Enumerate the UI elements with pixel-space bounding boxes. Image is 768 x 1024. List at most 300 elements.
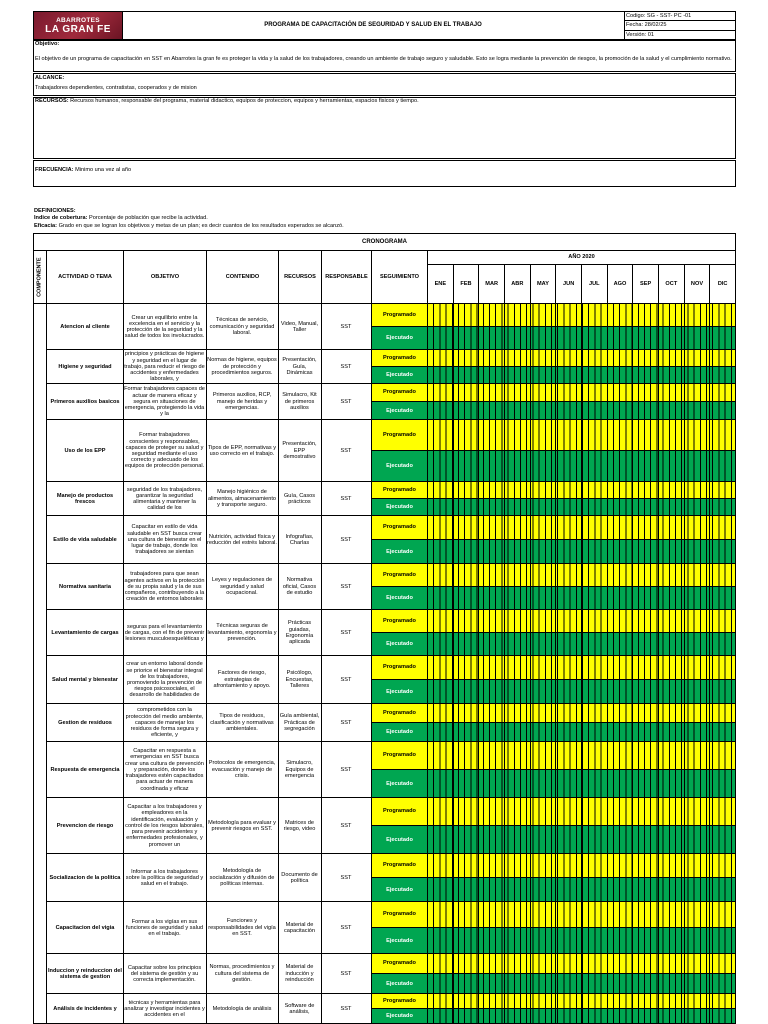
- row-recursos: Simulacro, Kit de primeros auxilios: [282, 392, 317, 412]
- frecuencia-label: FRECUENCIA:: [35, 167, 74, 173]
- month-separator: [581, 304, 582, 350]
- month-separator: [530, 704, 531, 742]
- month-separator: [709, 304, 710, 350]
- row-ejecutado-label: Ejecutado: [372, 723, 427, 742]
- row-contenido: Nutrición, actividad física y reducción del estrés laboral.: [207, 533, 277, 546]
- cobertura-text: Porcentaje de población que recibe la actividad.: [87, 215, 208, 221]
- row-recursos: Prácticas guiadas, Ergonomía aplicada: [285, 620, 314, 646]
- month-separator: [504, 656, 505, 704]
- row-contenido: Técnicas de servicio, comunicación y seguridad laboral.: [209, 317, 275, 337]
- eficacia-label: Eficacia:: [34, 223, 58, 229]
- month-separator: [530, 516, 531, 564]
- table-row: [34, 384, 735, 420]
- eficacia-text: Grado en que se logran los objetivos y metas de un plan; es decir cuantos de los resultados esperados se alcanzó.: [57, 223, 344, 229]
- month-separator: [658, 304, 659, 350]
- document-code: Codigo: SG - SST- PC -01: [626, 13, 692, 19]
- month-separator: [581, 610, 582, 656]
- month-separator: [478, 798, 479, 854]
- row-objetivo: Formar a los vigías en sus funciones de seguridad y salud en el trabajo.: [125, 918, 204, 938]
- row-actividad: Normativa sanitaria: [59, 583, 111, 590]
- month-separator: [607, 656, 608, 704]
- row-programado-label: Programado: [372, 564, 427, 587]
- row-recursos: Presentación, EPP demostrativo: [282, 441, 317, 461]
- row-actividad: Prevencion de riesgo: [56, 822, 114, 829]
- row-actividad: Induccion y reinduccion del sistema de gestion: [48, 967, 122, 980]
- month-separator: [555, 350, 556, 384]
- month-separator: [658, 704, 659, 742]
- month-separator: [684, 994, 685, 1024]
- table-row: [34, 420, 735, 482]
- row-ejecutado-label: Ejecutado: [372, 451, 427, 482]
- month-separator: [453, 420, 454, 482]
- row-actividad: Respuesta de emergencia: [50, 766, 120, 773]
- row-programado-label: Programado: [372, 350, 427, 367]
- month-separator: [684, 516, 685, 564]
- month-separator: [607, 854, 608, 902]
- month-separator: [478, 902, 479, 954]
- row-ejecutado-label: Ejecutado: [372, 587, 427, 610]
- col-header-recursos: RECURSOS: [284, 274, 316, 281]
- month-separator: [709, 798, 710, 854]
- month-separator: [684, 954, 685, 994]
- month-separator: [632, 902, 633, 954]
- row-responsable: SST: [340, 924, 352, 931]
- month-separator: [581, 384, 582, 420]
- row-responsable: SST: [340, 874, 352, 881]
- month-separator: [607, 798, 608, 854]
- row-programado-label: Programado: [372, 704, 427, 723]
- cronograma-title: CRONOGRAMA: [34, 234, 735, 251]
- month-separator: [478, 954, 479, 994]
- month-separator: [530, 954, 531, 994]
- month-separator: [453, 798, 454, 854]
- month-header-mar: MAR: [485, 281, 499, 288]
- row-actividad: Salud mental y bienestar: [52, 676, 118, 683]
- month-separator: [478, 384, 479, 420]
- month-separator: [504, 564, 505, 610]
- row-programado-label: Programado: [372, 798, 427, 826]
- month-separator: [504, 482, 505, 516]
- month-separator: [709, 704, 710, 742]
- row-objetivo: Formar trabajadores capaces de actuar de manera eficaz y segura en situaciones de emergencia, protegiendo la vida y la: [124, 386, 205, 418]
- month-separator: [530, 482, 531, 516]
- table-row: [34, 704, 735, 742]
- month-separator: [478, 656, 479, 704]
- month-separator: [709, 954, 710, 994]
- row-objetivo: Capacitar en estilo de vida saludable en SST busca crear una cultura de bienestar en el lugar de trabajo, donde los trabajadores se sientan: [127, 524, 202, 556]
- month-separator: [478, 742, 479, 798]
- month-separator: [530, 994, 531, 1024]
- month-separator: [555, 954, 556, 994]
- recursos-line: [35, 98, 733, 104]
- row-ejecutado-label: Ejecutado: [372, 540, 427, 564]
- month-separator: [581, 954, 582, 994]
- company-logo: [34, 12, 122, 39]
- month-separator: [478, 516, 479, 564]
- month-separator: [555, 854, 556, 902]
- month-separator: [658, 656, 659, 704]
- month-separator: [504, 304, 505, 350]
- month-separator: [607, 420, 608, 482]
- month-separator: [607, 482, 608, 516]
- month-separator: [453, 610, 454, 656]
- month-separator: [607, 350, 608, 384]
- month-separator: [453, 656, 454, 704]
- row-ejecutado-label: Ejecutado: [372, 974, 427, 994]
- month-header-may: MAY: [537, 281, 549, 288]
- table-row: [34, 902, 735, 954]
- table-row: [34, 994, 735, 1024]
- row-recursos: Material de inducción y reinducción: [285, 964, 314, 984]
- month-separator: [504, 954, 505, 994]
- month-header-ago: AGO: [613, 281, 627, 288]
- row-actividad: Higiene y seguridad: [58, 363, 112, 370]
- month-header-ene: ENE: [434, 281, 447, 288]
- month-separator: [658, 482, 659, 516]
- month-separator: [530, 902, 531, 954]
- month-header-abr: ABR: [511, 281, 524, 288]
- table-row: [34, 798, 735, 854]
- month-separator: [555, 798, 556, 854]
- month-header-dic: DIC: [717, 281, 728, 288]
- month-separator: [478, 564, 479, 610]
- row-actividad: Manejo de productos frescos: [56, 492, 114, 505]
- month-separator: [504, 798, 505, 854]
- row-objetivo: seguridad de los trabajadores, garantizar la seguridad alimentaria y mantener la calidad de los: [126, 486, 203, 512]
- row-recursos: Documento de política: [281, 871, 318, 884]
- month-separator: [607, 516, 608, 564]
- row-contenido: Tipos de residuos, clasificación y normativas ambientales.: [210, 713, 274, 733]
- cronograma-table: [33, 233, 736, 1024]
- month-separator: [632, 610, 633, 656]
- row-programado-label: Programado: [372, 384, 427, 402]
- row-programado-label: Programado: [372, 742, 427, 770]
- month-separator: [555, 564, 556, 610]
- month-separator: [581, 902, 582, 954]
- row-contenido: Protocolos de emergencia, evacuación y manejo de crisis.: [208, 760, 276, 780]
- row-contenido: Metodología de socialización y difusión de políticas internas.: [209, 868, 275, 888]
- month-separator: [453, 954, 454, 994]
- month-separator: [684, 350, 685, 384]
- month-separator: [530, 854, 531, 902]
- alcance-label: ALCANCE:: [35, 75, 65, 81]
- month-separator: [504, 516, 505, 564]
- col-header-seguimiento: SEGUIMIENTO: [379, 274, 420, 281]
- row-responsable: SST: [340, 629, 352, 636]
- row-contenido: Metodología de análisis: [212, 1005, 272, 1012]
- row-responsable: SST: [340, 1005, 352, 1012]
- month-separator: [709, 742, 710, 798]
- frecuencia-box: [33, 160, 736, 187]
- month-separator: [530, 350, 531, 384]
- month-separator: [632, 482, 633, 516]
- table-row: [34, 610, 735, 656]
- month-header-sep: SEP: [640, 281, 652, 288]
- month-separator: [555, 704, 556, 742]
- alcance-text: Trabajadores dependientes, contratistas, cooperados y de mision: [35, 85, 197, 91]
- table-row: [34, 854, 735, 902]
- month-separator: [607, 564, 608, 610]
- row-objetivo: Capacitar sobre los principios del sistema de gestión y su correcta implementación.: [127, 964, 202, 984]
- month-separator: [709, 610, 710, 656]
- month-separator: [478, 304, 479, 350]
- month-header-oct: OCT: [665, 281, 678, 288]
- row-contenido: Técnicas seguras de levantamiento, ergonomía y prevención.: [207, 623, 277, 643]
- row-ejecutado-label: Ejecutado: [372, 367, 427, 384]
- row-recursos: Material de capacitación: [283, 921, 316, 934]
- month-separator: [581, 994, 582, 1024]
- month-separator: [607, 610, 608, 656]
- month-separator: [632, 742, 633, 798]
- row-actividad: Primeros auxilios basicos: [50, 398, 120, 405]
- row-objetivo: Capacitar a los trabajadores y empleadores en la identificación, evaluación y control de los riesgos laborales, para prevenir accidentes y enfermedades profesionales, y promover un: [125, 804, 204, 848]
- month-separator: [658, 902, 659, 954]
- document-title: PROGRAMA DE CAPACITACIÓN DE SEGURIDAD Y SALUD EN EL TRABAJO: [264, 22, 482, 29]
- month-separator: [632, 350, 633, 384]
- frecuencia-text: Minimo una vez al año: [73, 167, 132, 173]
- row-contenido: Primeros auxilios, RCP, manejo de heridas y emergencias.: [212, 392, 272, 412]
- month-separator: [478, 610, 479, 656]
- col-header-actividad: ACTIVIDAD O TEMA: [58, 274, 112, 281]
- month-separator: [581, 656, 582, 704]
- objetivo-text: El objetivo de un programa de capacitación en SST en Abarrotes la gran fe es proteger la vida y la salud de los trabajadores, creando un ambiente de trabajo seguro y saludable. Esto se logra mediante la prevención de riesgos, la promoción de la salud y el cumplimiento normativo.: [35, 56, 732, 62]
- month-separator: [658, 610, 659, 656]
- row-recursos: Normativa oficial, Casos de estudio: [282, 577, 317, 597]
- month-separator: [530, 656, 531, 704]
- month-separator: [555, 610, 556, 656]
- row-recursos: Psicólogo, Encuestas, Talleres: [285, 670, 314, 690]
- month-separator: [607, 902, 608, 954]
- month-separator: [504, 420, 505, 482]
- row-ejecutado-label: Ejecutado: [372, 327, 427, 350]
- row-actividad: Levantamiento de cargas: [51, 629, 119, 636]
- month-separator: [658, 420, 659, 482]
- logo-line1: ABARROTES: [56, 16, 100, 24]
- month-separator: [684, 610, 685, 656]
- month-separator: [632, 516, 633, 564]
- table-row: [34, 350, 735, 384]
- row-actividad: Capacitacion del vigia: [55, 924, 115, 931]
- month-separator: [453, 742, 454, 798]
- row-ejecutado-label: Ejecutado: [372, 402, 427, 420]
- month-separator: [555, 516, 556, 564]
- row-contenido: Tipos de EPP, normativas y uso correcto en el trabajo.: [207, 444, 277, 457]
- row-recursos: Presentación, Guía, Dinámicas: [282, 357, 317, 377]
- month-separator: [684, 304, 685, 350]
- month-separator: [504, 704, 505, 742]
- month-separator: [478, 482, 479, 516]
- month-separator: [684, 854, 685, 902]
- month-separator: [453, 994, 454, 1024]
- month-separator: [581, 798, 582, 854]
- row-recursos: Video, Manual, Taller: [280, 320, 319, 333]
- row-contenido: Manejo higiénico de alimentos, almacenamiento y transporte seguro.: [207, 489, 277, 509]
- month-separator: [684, 420, 685, 482]
- month-separator: [478, 704, 479, 742]
- row-programado-label: Programado: [372, 304, 427, 327]
- row-programado-label: Programado: [372, 902, 427, 928]
- table-row: [34, 742, 735, 798]
- month-separator: [709, 350, 710, 384]
- month-separator: [658, 384, 659, 420]
- row-recursos: Matrices de riesgo, video: [283, 819, 316, 832]
- month-separator: [555, 742, 556, 798]
- month-separator: [607, 994, 608, 1024]
- row-recursos: Simulacro, Equipos de emergencia: [284, 760, 315, 780]
- month-separator: [504, 384, 505, 420]
- row-responsable: SST: [340, 536, 352, 543]
- month-separator: [530, 564, 531, 610]
- row-ejecutado-label: Ejecutado: [372, 680, 427, 704]
- month-separator: [709, 420, 710, 482]
- table-row: [34, 564, 735, 610]
- month-separator: [709, 516, 710, 564]
- month-separator: [658, 994, 659, 1024]
- month-header-nov: NOV: [690, 281, 704, 288]
- document-version: Versión: 01: [626, 32, 654, 38]
- row-contenido: Normas de higiene, equipos de protección y procedimientos seguros.: [207, 357, 277, 377]
- month-separator: [632, 304, 633, 350]
- month-separator: [684, 482, 685, 516]
- month-separator: [709, 902, 710, 954]
- col-header-componente: [34, 251, 46, 304]
- document-date: Fecha: 28/02/25: [626, 22, 667, 28]
- month-separator: [555, 420, 556, 482]
- row-programado-label: Programado: [372, 482, 427, 499]
- objetivo-label: Objetivo:: [35, 41, 60, 47]
- month-separator: [607, 742, 608, 798]
- month-separator: [658, 516, 659, 564]
- row-ejecutado-label: Ejecutado: [372, 499, 427, 516]
- month-separator: [581, 516, 582, 564]
- row-responsable: SST: [340, 323, 352, 330]
- month-separator: [632, 854, 633, 902]
- row-ejecutado-label: Ejecutado: [372, 633, 427, 656]
- row-contenido: Leyes y regulaciones de seguridad y salud ocupacional.: [211, 577, 273, 597]
- row-ejecutado-label: Ejecutado: [372, 1009, 427, 1024]
- row-programado-label: Programado: [372, 954, 427, 974]
- month-separator: [478, 420, 479, 482]
- month-separator: [555, 656, 556, 704]
- month-separator: [478, 994, 479, 1024]
- row-ejecutado-label: Ejecutado: [372, 770, 427, 798]
- month-separator: [504, 902, 505, 954]
- month-separator: [581, 350, 582, 384]
- row-responsable: SST: [340, 719, 352, 726]
- month-separator: [658, 350, 659, 384]
- table-row: [34, 516, 735, 564]
- month-separator: [658, 564, 659, 610]
- month-separator: [684, 798, 685, 854]
- row-actividad: Gestion de residuos: [58, 719, 112, 726]
- month-separator: [453, 304, 454, 350]
- row-objetivo: seguras para el levantamiento de cargas, con el fin de prevenir lesiones musculoesqueléticas y: [124, 623, 205, 643]
- month-separator: [658, 798, 659, 854]
- table-row: [34, 954, 735, 994]
- row-programado-label: Programado: [372, 610, 427, 633]
- col-header-contenido: CONTENIDO: [225, 274, 260, 281]
- row-responsable: SST: [340, 822, 352, 829]
- row-objetivo: Informar a los trabajadores sobre la política de seguridad y salud en el trabajo.: [125, 868, 204, 888]
- row-objetivo: Crear un equilibrio entre la excelencia en el servicio y la protección de la seguridad y la salud de todos los involucrados.: [124, 314, 205, 340]
- row-responsable: SST: [340, 495, 352, 502]
- row-recursos: Guía, Casos prácticos: [283, 492, 316, 505]
- month-separator: [684, 902, 685, 954]
- recursos-text: Recursos humanos, responsable del programa, material didactico, equipos de proteccion, equipos y herramientas, espacios fisicos y tiempo.: [68, 98, 419, 104]
- month-separator: [453, 854, 454, 902]
- logo-line2: LA GRAN FE: [45, 23, 111, 35]
- month-separator: [709, 384, 710, 420]
- row-objetivo: Capacitar en respuesta a emergencias en SST busca crear una cultura de prevención y preparación, donde los trabajadores estén capacitados para actuar de manera coordinada y eficaz: [125, 748, 204, 792]
- row-responsable: SST: [340, 398, 352, 405]
- recursos-box: [33, 97, 736, 159]
- month-separator: [632, 704, 633, 742]
- month-separator: [453, 350, 454, 384]
- month-separator: [555, 482, 556, 516]
- row-objetivo: trabajadores para que sean agentes activos en la protección de su propia salud y la de sus compañeros, contribuyendo a la creación de entornos laborales: [124, 571, 205, 603]
- month-separator: [530, 742, 531, 798]
- month-separator: [658, 954, 659, 994]
- frecuencia-line: [35, 167, 733, 173]
- month-separator: [581, 854, 582, 902]
- month-separator: [504, 350, 505, 384]
- month-separator: [453, 564, 454, 610]
- row-programado-label: Programado: [372, 994, 427, 1009]
- month-separator: [555, 304, 556, 350]
- col-header-responsable: RESPONSABLE: [325, 274, 368, 281]
- row-programado-label: Programado: [372, 516, 427, 540]
- row-responsable: SST: [340, 766, 352, 773]
- month-separator: [555, 902, 556, 954]
- month-separator: [581, 742, 582, 798]
- month-separator: [709, 854, 710, 902]
- row-recursos: Software de análisis,: [284, 1002, 315, 1015]
- recursos-label: RECURSOS:: [35, 98, 69, 104]
- row-recursos: Infografías, Charlas: [285, 533, 314, 546]
- month-separator: [453, 482, 454, 516]
- month-separator: [632, 420, 633, 482]
- month-separator: [709, 656, 710, 704]
- row-responsable: SST: [340, 583, 352, 590]
- month-separator: [555, 994, 556, 1024]
- month-separator: [632, 384, 633, 420]
- row-actividad: Socializacion de la politica: [49, 874, 121, 881]
- table-row: [34, 304, 735, 350]
- month-header-jul: JUL: [589, 281, 600, 288]
- row-objetivo: crear un entorno laboral donde se priorice el bienestar integral de los trabajadores, promoviendo la prevención de riesgos psicosociales, el desarrollo de habilidades de: [126, 661, 203, 699]
- row-responsable: SST: [340, 970, 352, 977]
- month-separator: [581, 704, 582, 742]
- month-separator: [453, 902, 454, 954]
- row-responsable: SST: [340, 363, 352, 370]
- row-actividad: Atencion al cliente: [60, 323, 110, 330]
- table-row: [34, 656, 735, 704]
- month-separator: [709, 564, 710, 610]
- month-separator: [684, 704, 685, 742]
- row-ejecutado-label: Ejecutado: [372, 878, 427, 902]
- row-objetivo: técnicas y herramientas para analizar y investigar incidentes y accidentes en el: [124, 999, 205, 1019]
- month-separator: [607, 954, 608, 994]
- month-separator: [632, 954, 633, 994]
- month-separator: [684, 656, 685, 704]
- month-header-feb: FEB: [460, 281, 472, 288]
- cronograma-header: [34, 251, 735, 304]
- month-separator: [684, 564, 685, 610]
- month-separator: [504, 610, 505, 656]
- row-ejecutado-label: Ejecutado: [372, 826, 427, 854]
- row-contenido: Funciones y responsabilidades del vigía en SST.: [208, 918, 276, 938]
- month-separator: [632, 656, 633, 704]
